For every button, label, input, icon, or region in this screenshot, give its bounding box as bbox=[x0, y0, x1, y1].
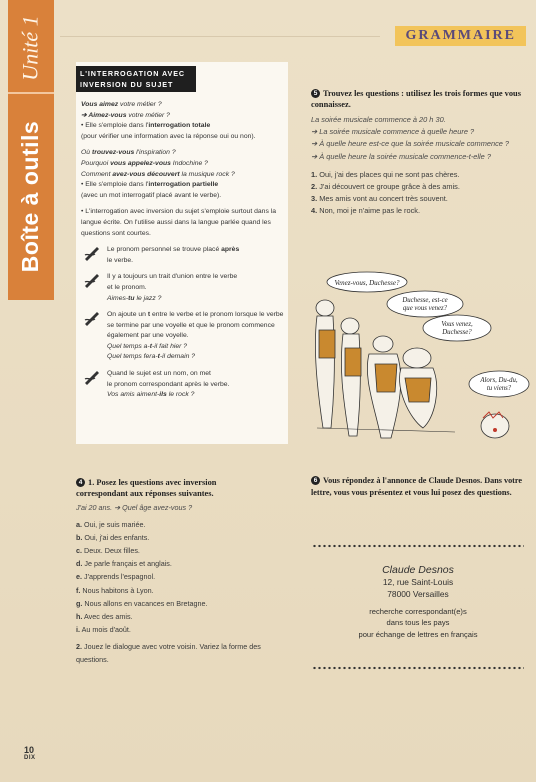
ad-street: 12, rue Saint-Louis bbox=[382, 577, 454, 587]
pen-icon bbox=[83, 245, 101, 261]
speech-bubble-text: Venez-vous, Duchesse? bbox=[334, 279, 400, 287]
dotted-divider bbox=[312, 544, 524, 548]
page-number-word: DIX bbox=[24, 755, 36, 761]
note-1: Le pronom personnel se trouve placé après le verbe. bbox=[81, 245, 285, 266]
example-line: ➔ La soirée musicale commence à quelle heure ? bbox=[311, 127, 475, 137]
classified-ad bbox=[312, 563, 524, 640]
exercise-5 bbox=[311, 88, 523, 218]
pen-icon bbox=[83, 310, 101, 326]
ad-line: dans tous les pays bbox=[386, 618, 450, 628]
grammar-box-body: Vous aimez votre métier ? ➔ Aimez-vous votre métier ? • Elle s'emploie dans l'interrogation totale (pour vérifier une information avec la réponse oui ou non). Où trouvez-vous l'inspiration ? Pourquoi vous appelez-vous Indochine ? Comment avez-vous découvert la musique rock ? • Elle s'emploie dans l'interrogation partielle (avec un mot interrogatif placé avant le verbe). • L'interrogation avec inversion du sujet s'emploie surtout dans la langue écrite. On l'utilise aussi dans la langue parlée quand les questions sont courtes. Le pronom personnel se trouve placé après le verbe. Il y a toujours un trait d'union entre le verbe et le pronom. Aimes-tu le jazz ? On ajoute un t entre le verbe et le pronom lorsque le verbe se termine par une voyelle et que le pronom commence également par une voyelle. Quel temps a-t-il fait hier ? Quel temps fera-t-il demain ? Quand le sujet est un nom, on met le pronom correspondant après le verbe. Vos amis aiment-ils le rock ? bbox=[81, 100, 285, 401]
ad-line: recherche correspondant(e)s bbox=[369, 607, 467, 616]
note-2: Il y a toujours un trait d'union entre le verbe et le pronom. Aimes-tu le jazz ? bbox=[81, 272, 285, 304]
list-item: 4. Non, moi je n'aime pas le rock. bbox=[311, 206, 421, 216]
list-item: b. Oui, j'ai des enfants. bbox=[76, 533, 150, 543]
speech-bubble-text: tu viens? bbox=[486, 385, 512, 392]
list-item: e. J'apprends l'espagnol. bbox=[76, 572, 156, 582]
page-number: 10 bbox=[24, 745, 35, 755]
speech-bubble-text: que vous venez? bbox=[402, 305, 448, 312]
list-item: f. Nous habitons à Lyon. bbox=[76, 585, 154, 595]
exercise-4-heading: 4 1. Posez les questions avec inversion correspondant aux réponses suivantes. bbox=[76, 478, 217, 498]
header-divider bbox=[60, 36, 380, 37]
list-item: 1. Oui, j'ai des places qui ne sont pas chères. bbox=[311, 169, 460, 179]
list-item: 3. Mes amis vont au concert très souvent. bbox=[311, 194, 448, 204]
section-tag: GRAMMAIRE bbox=[395, 26, 526, 46]
note-3: On ajoute un t entre le verbe et le pronom lorsque le verbe se termine par une voyelle et que le pronom commence également par une voyelle. Quel temps a-t-il fait hier ? Quel temps fera-t-il demain ? bbox=[81, 310, 285, 363]
exercise-number-badge: 5 bbox=[311, 89, 320, 98]
dotted-divider bbox=[312, 666, 524, 670]
speech-bubble-text: Duchesse? bbox=[442, 329, 472, 336]
pen-icon bbox=[83, 369, 101, 385]
list-item: d. Je parle français et anglais. bbox=[76, 559, 172, 569]
grammar-box-title: L'INTERROGATION AVEC INVERSION DU SUJET bbox=[76, 66, 196, 92]
exercise-number-badge: 6 bbox=[311, 476, 320, 485]
list-item: 2. J'ai découvert ce groupe grâce à des amis. bbox=[311, 182, 460, 192]
list-item: c. Deux. Deux filles. bbox=[76, 546, 140, 556]
list-item: h. Avec des amis. bbox=[76, 611, 133, 621]
band-divider bbox=[8, 92, 54, 94]
example-line: J'ai 20 ans. ➔ Quel âge avez-vous ? bbox=[76, 503, 193, 512]
ad-city: 78000 Versailles bbox=[387, 588, 449, 599]
toolbox-label: Boîte à outils bbox=[17, 120, 44, 272]
exercise-5-heading: 5 Trouvez les questions : utilisez les trois formes que vous connaissez. bbox=[311, 89, 521, 109]
note-4: Quand le sujet est un nom, on met le pronom correspondant après le verbe. Vos amis aiment-ils le rock ? bbox=[81, 369, 285, 401]
example-line: ➔ À quelle heure est-ce que la soirée musicale commence ? bbox=[311, 139, 510, 149]
speech-bubble-text: Vous venez, bbox=[441, 321, 473, 328]
list-item: g. Nous allons en vacances en Bretagne. bbox=[76, 598, 208, 608]
list-item: i. Au mois d'août. bbox=[76, 624, 131, 634]
exercise-4-part-2: 2. Jouez le dialogue avec votre voisin. Variez la forme des questions. bbox=[76, 641, 261, 665]
pen-icon bbox=[83, 272, 101, 288]
exercise-4 bbox=[76, 477, 288, 666]
example-line: La soirée musicale commence à 20 h 30. bbox=[311, 115, 446, 124]
exercise-number-badge: 4 bbox=[76, 478, 85, 487]
speech-bubble-text: Duchesse, est-ce bbox=[402, 297, 448, 304]
speech-bubble-text: Alors, Du-du, bbox=[480, 377, 518, 384]
unit-label: Unité 1 bbox=[18, 15, 44, 81]
exercise-6-heading: 6 Vous répondez à l'annonce de Claude Desnos. Dans votre lettre, vous vous présentez et vous lui posez des questions. bbox=[311, 476, 523, 497]
ad-line: pour échange de lettres en français bbox=[358, 629, 478, 639]
ad-name: Claude Desnos bbox=[382, 564, 454, 576]
example-line: ➔ À quelle heure la soirée musicale commence-t-elle ? bbox=[311, 151, 491, 161]
list-item: a. Oui, je suis mariée. bbox=[76, 520, 146, 530]
cartoon-illustration bbox=[305, 268, 530, 448]
